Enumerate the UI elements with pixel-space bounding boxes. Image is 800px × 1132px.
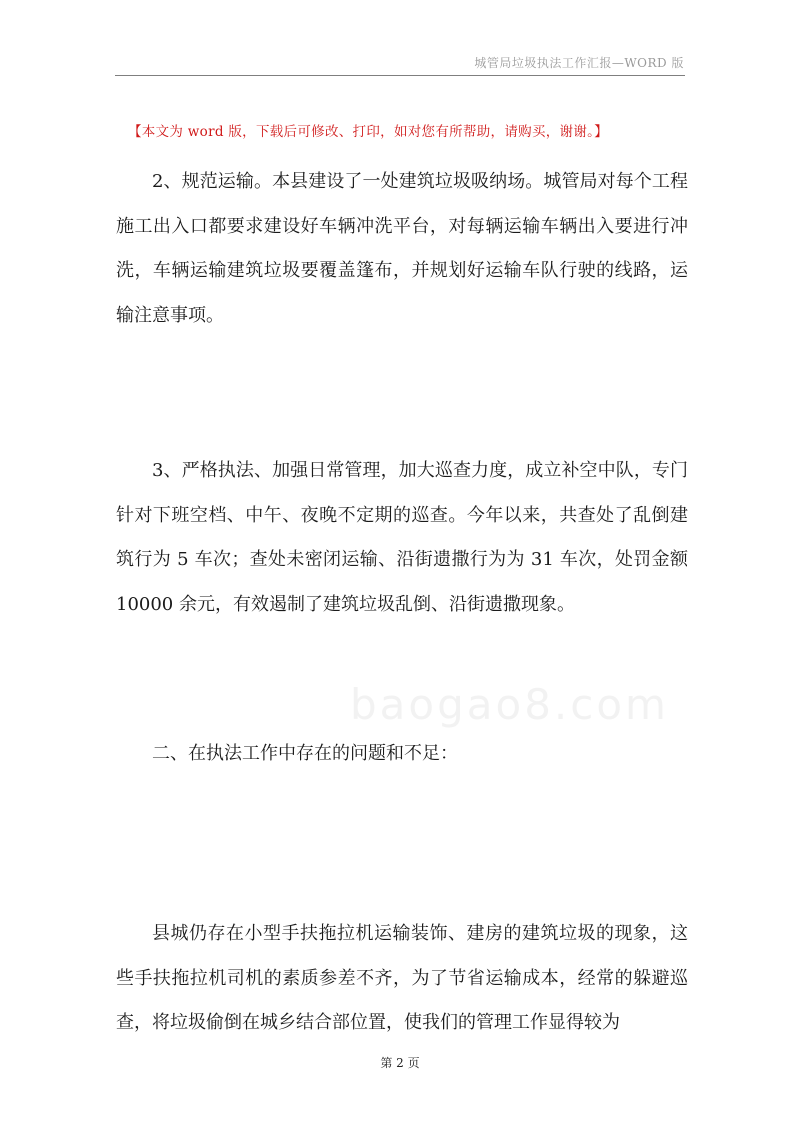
paragraph-enforcement: 3、严格执法、加强日常管理，加大巡查力度，成立补空中队，专门针对下班空档、中午、夜晚不定期的巡查。今年以来，共查处了乱倒建筑行为 5 车次；查处未密闭运输、沿街遗撒行为为 31 车次，处罚金额 10000 余元，有效遏制了建筑垃圾乱倒、沿街遗撒现象。 bbox=[116, 460, 688, 615]
page-header-title: 城管局垃圾执法工作汇报—WORD 版 bbox=[474, 56, 684, 70]
watermark: baogao8.com bbox=[350, 680, 669, 729]
paragraph-transport: 2、规范运输。本县建设了一处建筑垃圾吸纳场。城管局对每个工程施工出入口都要求建设好车辆冲洗平台，对每辆运输车辆出入要进行冲洗，车辆运输建筑垃圾要覆盖篷布，并规划好运输车队行驶的线路，运输注意事项。 bbox=[116, 171, 688, 326]
section-heading-problems: 二、在执法工作中存在的问题和不足： bbox=[152, 743, 458, 764]
paragraph-problems: 县城仍存在小型手扶拖拉机运输装饰、建房的建筑垃圾的现象，这些手扶拖拉机司机的素质参差不齐，为了节省运输成本，经常的躲避巡查，将垃圾偷倒在城乡结合部位置，使我们的管理工作显得较为 bbox=[116, 923, 688, 1033]
page-number: 第 2 页 bbox=[380, 1056, 420, 1070]
download-notice: 【本文为 word 版，下载后可修改、打印，如对您有所帮助，请购买，谢谢。】 bbox=[128, 124, 609, 140]
header-divider bbox=[115, 75, 685, 76]
